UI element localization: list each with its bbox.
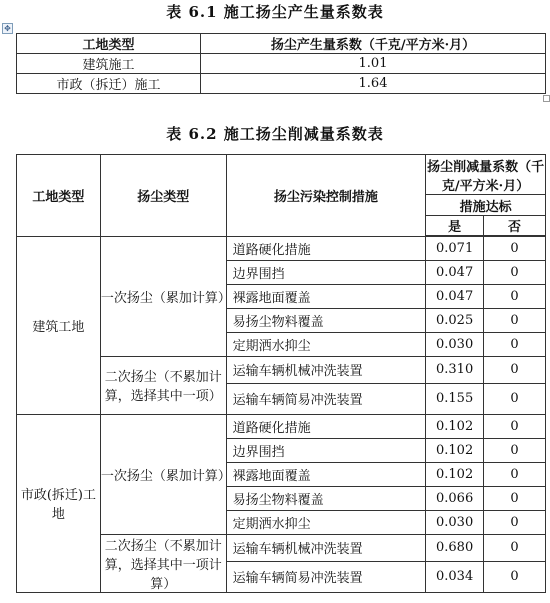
- header-site-type: 工地类型: [17, 155, 101, 237]
- measure-cell: 定期洒水抑尘: [226, 332, 426, 356]
- no-value-cell: 0: [484, 260, 546, 284]
- header-compliance: 措施达标: [426, 195, 546, 216]
- no-value-cell: 0: [484, 438, 546, 462]
- yes-value-cell: 0.030: [426, 510, 484, 534]
- yes-value-cell: 0.102: [426, 438, 484, 462]
- table2-caption: 表 6.2 施工扬尘削减量系数表: [166, 125, 384, 143]
- dust-reduction-table: [16, 154, 546, 593]
- table-row: [17, 414, 546, 438]
- table-row: [17, 54, 546, 74]
- site-type-cell: 建筑施工: [17, 54, 201, 74]
- measure-cell: 易扬尘物料覆盖: [226, 486, 426, 510]
- yes-value-cell: 0.071: [426, 236, 484, 260]
- site-type-cell: 市政(拆迁)工地: [17, 414, 101, 592]
- yes-value-cell: 0.102: [426, 414, 484, 438]
- coef-cell: 1.64: [201, 74, 546, 94]
- no-value-cell: 0: [484, 332, 546, 356]
- dust-generation-table: [16, 33, 546, 94]
- measure-cell: 定期洒水抑尘: [226, 510, 426, 534]
- table-move-handle-icon[interactable]: ✥: [2, 23, 13, 34]
- yes-value-cell: 0.066: [426, 486, 484, 510]
- header-reduction-coef: 扬尘削减量系数（千克/平方米·月）: [426, 155, 546, 195]
- no-value-cell: 0: [484, 356, 546, 383]
- header-dust-type: 扬尘类型: [100, 155, 226, 237]
- measure-cell: 道路硬化措施: [226, 236, 426, 260]
- yes-value-cell: 0.030: [426, 332, 484, 356]
- measure-cell: 边界围挡: [226, 438, 426, 462]
- measure-cell: 边界围挡: [226, 260, 426, 284]
- site-type-cell: 建筑工地: [17, 236, 101, 414]
- measure-cell: 运输车辆简易冲洗装置: [226, 562, 426, 592]
- no-value-cell: 0: [484, 534, 546, 562]
- no-value-cell: 0: [484, 462, 546, 486]
- no-value-cell: 0: [484, 486, 546, 510]
- dust-type-cell: 一次扬尘（累加计算）: [100, 236, 226, 356]
- measure-cell: 运输车辆机械冲洗装置: [226, 534, 426, 562]
- table-row: [17, 74, 546, 94]
- dust-type-cell: 一次扬尘（累加计算）: [100, 414, 226, 534]
- no-value-cell: 0: [484, 414, 546, 438]
- measure-cell: 运输车辆简易冲洗装置: [226, 383, 426, 414]
- no-value-cell: 0: [484, 236, 546, 260]
- dust-type-cell: 二次扬尘（不累加计算，选择其中一项计算）: [100, 534, 226, 592]
- header-site-type: 工地类型: [17, 34, 201, 54]
- header-no: 否: [484, 216, 546, 237]
- site-type-cell: 市政（拆迁）施工: [17, 74, 201, 94]
- yes-value-cell: 0.025: [426, 308, 484, 332]
- yes-value-cell: 0.047: [426, 260, 484, 284]
- yes-value-cell: 0.155: [426, 383, 484, 414]
- dust-type-cell: 二次扬尘（不累加计算，选择其中一项）: [100, 356, 226, 414]
- no-value-cell: 0: [484, 308, 546, 332]
- yes-value-cell: 0.034: [426, 562, 484, 592]
- table-resize-handle[interactable]: [543, 95, 550, 102]
- no-value-cell: 0: [484, 284, 546, 308]
- no-value-cell: 0: [484, 562, 546, 592]
- yes-value-cell: 0.102: [426, 462, 484, 486]
- no-value-cell: 0: [484, 510, 546, 534]
- measure-cell: 易扬尘物料覆盖: [226, 308, 426, 332]
- table-row: [17, 236, 546, 260]
- coef-cell: 1.01: [201, 54, 546, 74]
- header-yes: 是: [426, 216, 484, 237]
- measure-cell: 道路硬化措施: [226, 414, 426, 438]
- header-control-measure: 扬尘污染控制措施: [226, 155, 426, 237]
- measure-cell: 裸露地面覆盖: [226, 462, 426, 486]
- header-generation-coef: 扬尘产生量系数（千克/平方米·月）: [201, 34, 546, 54]
- measure-cell: 运输车辆机械冲洗装置: [226, 356, 426, 383]
- yes-value-cell: 0.680: [426, 534, 484, 562]
- yes-value-cell: 0.310: [426, 356, 484, 383]
- no-value-cell: 0: [484, 383, 546, 414]
- table1-caption: 表 6.1 施工扬尘产生量系数表: [166, 3, 384, 21]
- measure-cell: 裸露地面覆盖: [226, 284, 426, 308]
- yes-value-cell: 0.047: [426, 284, 484, 308]
